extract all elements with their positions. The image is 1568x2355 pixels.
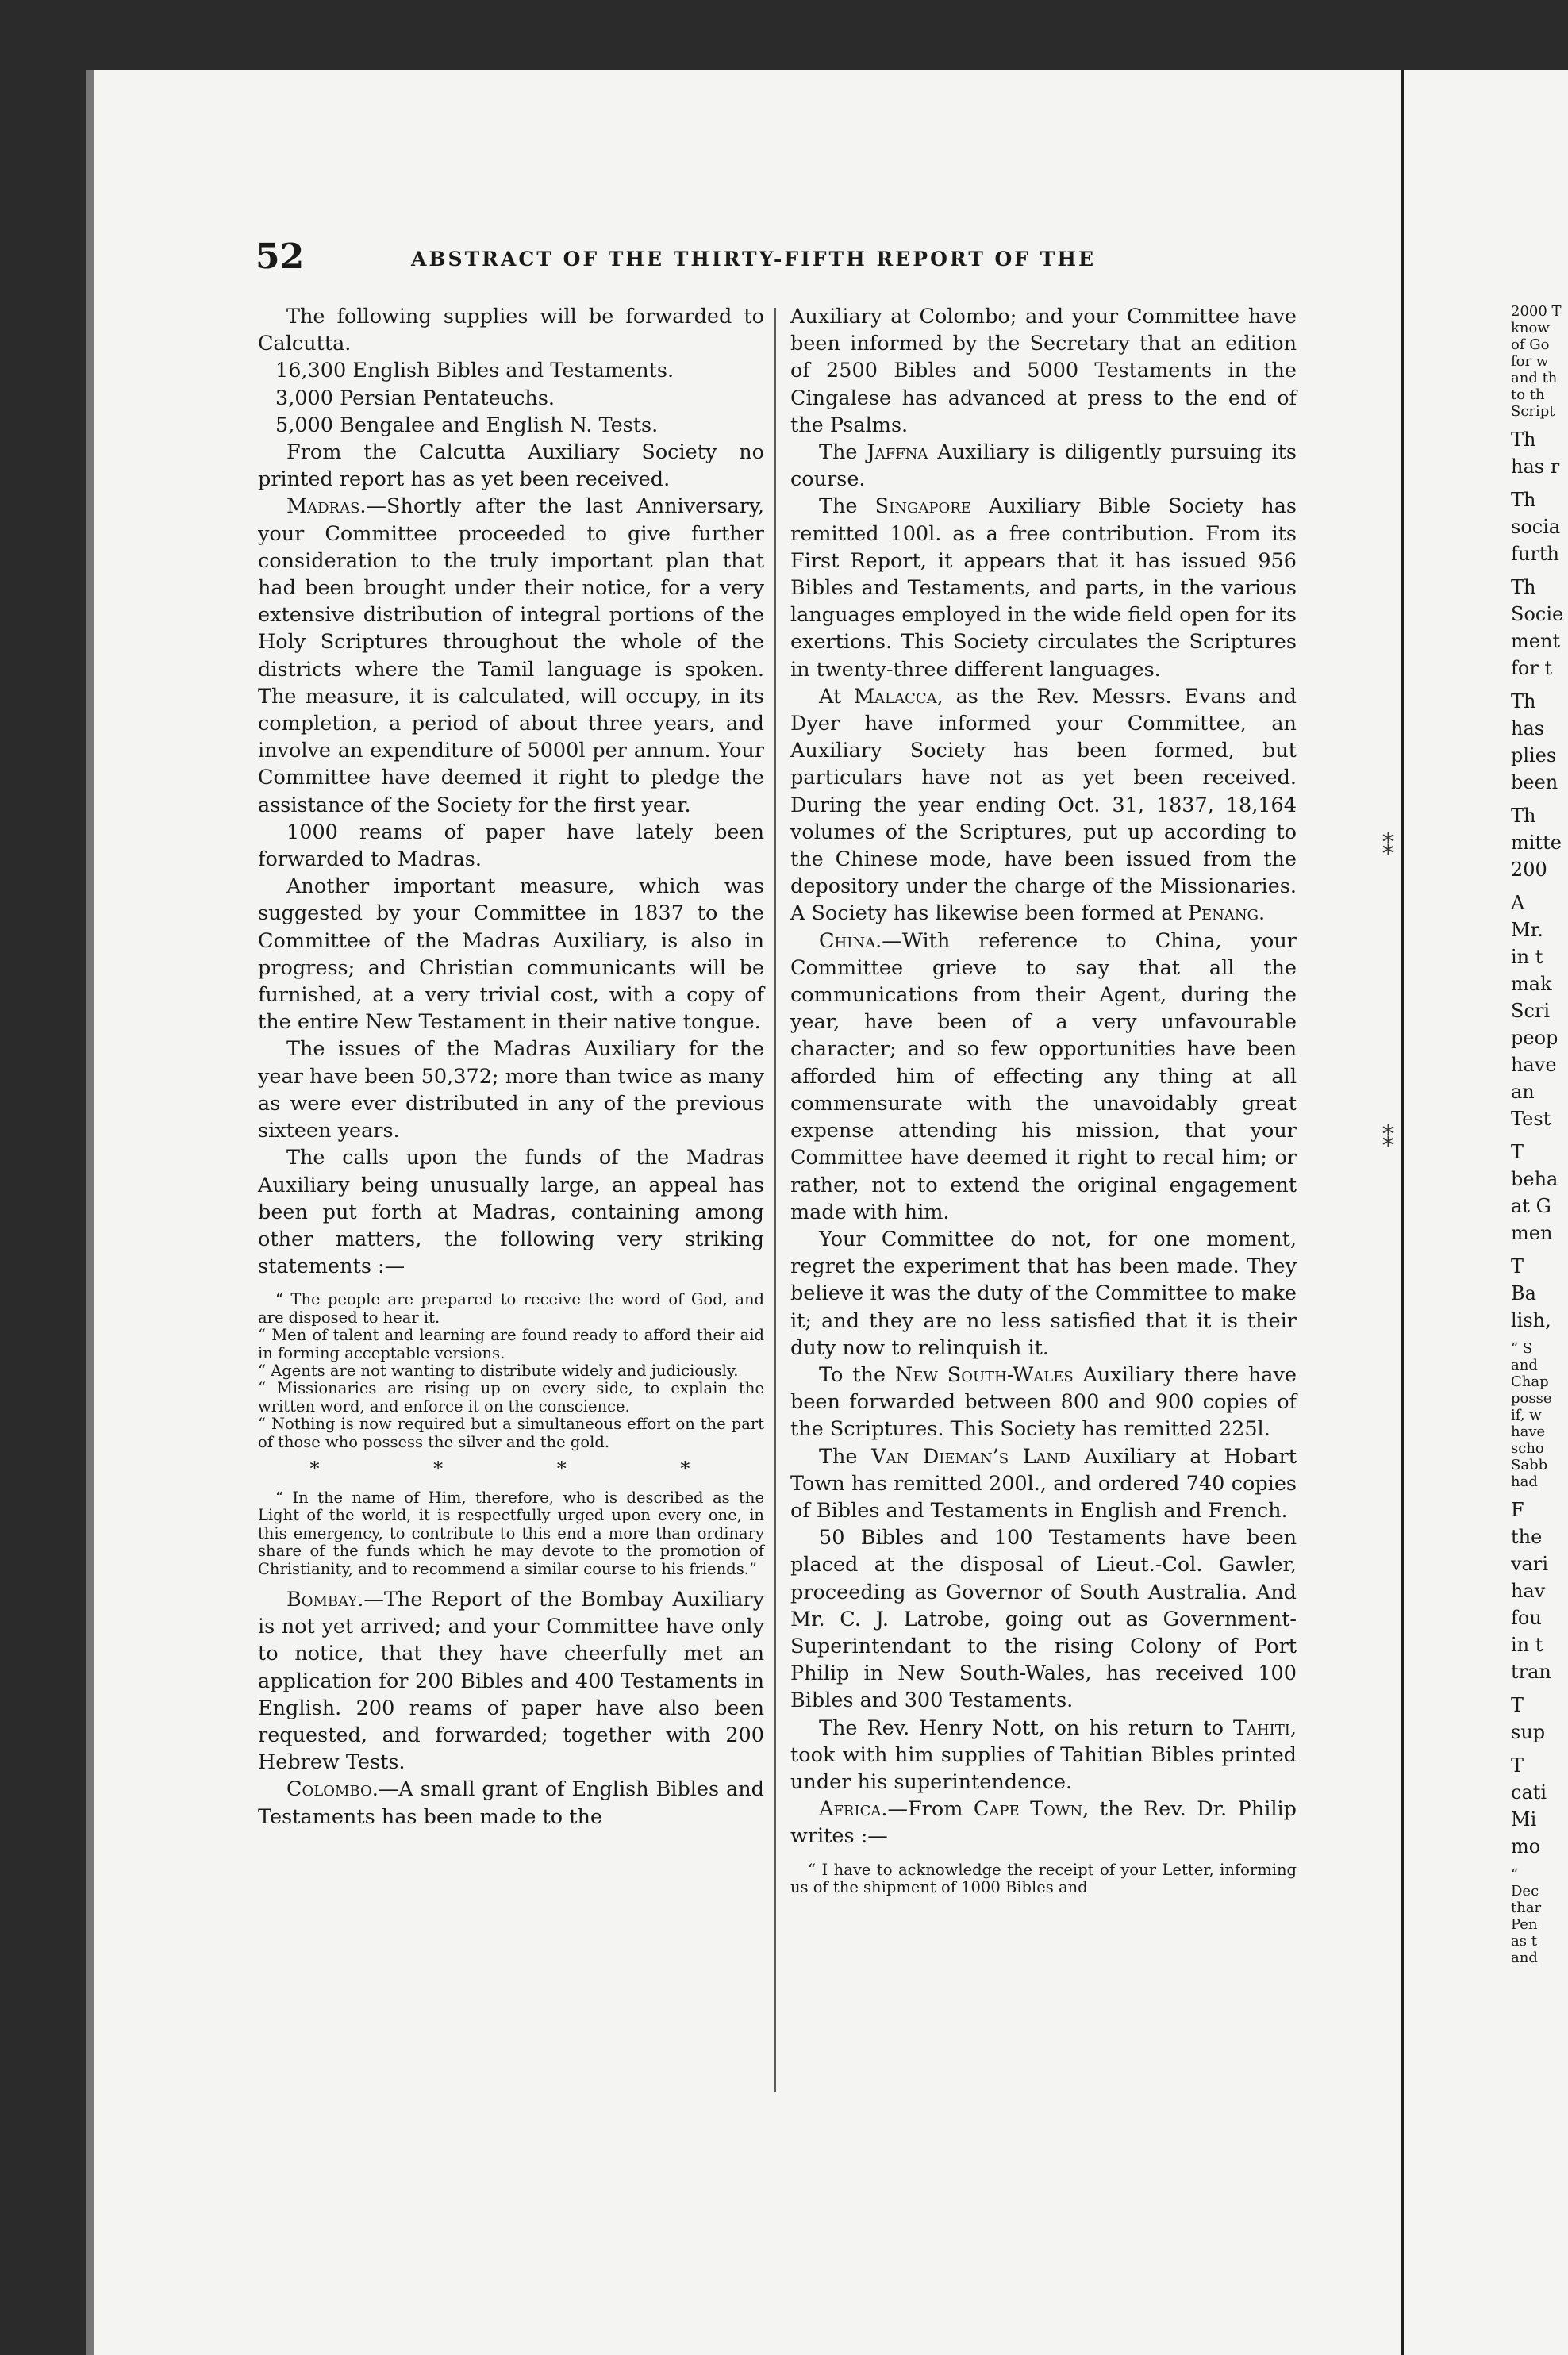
fragment-line: Ba bbox=[1511, 1282, 1536, 1304]
paragraph bbox=[790, 1226, 1297, 1362]
paragraph-text: The following supplies will be forwarded to Calcutta. bbox=[258, 305, 764, 356]
paragraph-text: , as the Rev. Messrs. Evans and Dyer have informed your Committee, an Auxiliary Society has been formed, but particulars have not as yet been received. During the year ending Oct. 31, 1837, 18,164 volumes of the Scriptures, put up according to the Chinese mode, have been issued from the depository under the charge of the Missionaries. A Society has likewise been formed at bbox=[790, 684, 1297, 926]
paragraph bbox=[790, 493, 1297, 682]
place-name: Cape Town bbox=[973, 1797, 1083, 1822]
supply-line: 3,000 Persian Pentateuchs. bbox=[275, 386, 555, 410]
fragment-line: and th bbox=[1511, 370, 1558, 386]
fragment-line: men bbox=[1511, 1222, 1553, 1244]
fragment-line: Mi bbox=[1511, 1808, 1537, 1831]
fragment-line: “ bbox=[1511, 1866, 1519, 1883]
fragment-line: Pen bbox=[1511, 1916, 1538, 1933]
section-heading: Africa. bbox=[819, 1797, 888, 1822]
paragraph-text: —A small grant of English Bibles and Testaments has been made to the bbox=[258, 1777, 764, 1829]
fragment-group bbox=[1511, 486, 1568, 567]
block-quote: “ In the name of Him, therefore, who is described as the Light of the world, it is respectfully urged upon every one, in this emergency, to contribute to this end a more than ordinary share of the funds which he may devote to the promotion of Christianity, and to recommend a similar course to his friends.” bbox=[258, 1488, 764, 1578]
fragment-line: Th bbox=[1511, 489, 1536, 511]
fragment-line: the bbox=[1511, 1526, 1543, 1548]
fragment-line: T bbox=[1511, 1141, 1524, 1163]
block-quote: “ The people are prepared to receive the word of God, and are disposed to hear it. “ Men of talent and learning are found ready to afford their aid in forming acceptable versions. “ Agents are not wanting to distribute widely and judiciously. “ Missionaries are rising up on every side, to explain the written word, and enforce it on the conscience. “ Nothing is now required but a simultaneous effort on the part of those who possess the silver and the gold. bbox=[258, 1290, 764, 1451]
fragment-group bbox=[1511, 426, 1568, 480]
paragraph-text: The bbox=[819, 1444, 872, 1469]
fragment-group bbox=[1511, 303, 1568, 420]
paragraph bbox=[790, 1715, 1297, 1796]
place-name: Penang bbox=[1187, 901, 1259, 926]
paragraph-text: Auxiliary at Hobart Town has remitted 200l., and ordered 740 copies of Bibles and Testaments in English and French. bbox=[790, 1444, 1297, 1523]
paragraph bbox=[258, 1035, 764, 1144]
fragment-line: cati bbox=[1511, 1781, 1547, 1804]
fragment-line: have bbox=[1511, 1423, 1546, 1440]
page-number: 52 bbox=[256, 236, 305, 277]
paragraph-text: The calls upon the funds of the Madras Auxiliary being unusually large, an appeal has been put forth at Madras, containing among other matters, the following very striking statements :— bbox=[258, 1146, 764, 1279]
paragraph-text: Auxiliary at Colombo; and your Committee have been informed by the Secretary that an edition of 2500 Bibles and 5000 Testaments in the Cingalese has advanced at press to the end of the Psalms. bbox=[790, 305, 1297, 437]
fragment-group bbox=[1511, 1139, 1568, 1247]
column-rule bbox=[774, 308, 776, 2092]
paragraph-text: To the bbox=[819, 1362, 895, 1387]
paragraph bbox=[790, 1443, 1297, 1525]
fragment-line: Sabb bbox=[1511, 1457, 1548, 1473]
right-column bbox=[790, 303, 1297, 1904]
supply-line: 16,300 English Bibles and Testaments. bbox=[275, 359, 674, 383]
paragraph bbox=[790, 683, 1297, 928]
binding-mark: ⁑ bbox=[1382, 833, 1394, 861]
section-heading: Van Dieman’s Land bbox=[871, 1444, 1070, 1469]
fragment-line: hav bbox=[1511, 1580, 1546, 1602]
paragraph bbox=[790, 439, 1297, 493]
paragraph bbox=[258, 493, 764, 818]
fragment-line: T bbox=[1511, 1694, 1524, 1716]
paragraph-text: 50 Bibles and 100 Testaments have been placed at the disposal of Lieut.-Col. Gawler, proceeding as Governor of South Australia. And Mr. C. J. Latrobe, going out as Government-Superintendant to the rising Colony of Port Philip in New South-Wales, has received 100 Bibles and 300 Testaments. bbox=[790, 1526, 1297, 1713]
fragment-line: plies bbox=[1511, 744, 1557, 766]
fragment-line: lish, bbox=[1511, 1309, 1551, 1331]
left-column bbox=[258, 303, 764, 1831]
section-heading: Colombo. bbox=[286, 1777, 379, 1802]
fragment-line: Dec bbox=[1511, 1883, 1539, 1900]
fragment-line: been bbox=[1511, 771, 1558, 793]
paragraph-text: The bbox=[819, 494, 875, 519]
fragment-line: Test bbox=[1511, 1108, 1551, 1130]
fragment-line: fou bbox=[1511, 1607, 1542, 1629]
paragraph-text: At bbox=[819, 684, 855, 709]
paragraph-text: Auxiliary Bible Society has remitted 100l. as a free contribution. From its First Report, it appears that it has issued 956 Bibles and Testaments, and parts, in the various languages employed in the wide field open for its exertions. This Society circulates the Scriptures in twenty-three different languages. bbox=[790, 494, 1297, 682]
fragment-line: and bbox=[1511, 1950, 1538, 1966]
fragment-line: as t bbox=[1511, 1933, 1537, 1950]
fragment-line: Script bbox=[1511, 403, 1555, 420]
paragraph-text: —With reference to China, your Committee grieve to say that all the communications from their Agent, during the year, have been of a very unfavourable character; and so few opportunities have been afforded him of effecting any thing at all commensurate with the unavoidably great expense attending his mission, that your Committee have deemed it right to recal him; or rather, not to extend the original engagement made with him. bbox=[790, 928, 1297, 1224]
paragraph-text: 1000 reams of paper have lately been forwarded to Madras. bbox=[258, 820, 764, 872]
fragment-line: Th bbox=[1511, 428, 1536, 451]
fragment-line: Th bbox=[1511, 805, 1536, 827]
fragment-line: vari bbox=[1511, 1553, 1549, 1575]
ellipsis-stars: * * * * bbox=[309, 1457, 744, 1480]
paragraph-text: —From bbox=[887, 1797, 974, 1822]
fragment-line: Scri bbox=[1511, 1000, 1551, 1022]
paragraph bbox=[258, 439, 764, 493]
fragment-line: for t bbox=[1511, 657, 1553, 679]
fragment-line: T bbox=[1511, 1255, 1524, 1277]
fragment-line: 200 bbox=[1511, 859, 1547, 881]
fragment-line: sup bbox=[1511, 1721, 1546, 1743]
paragraph-text: —The Report of the Bombay Auxiliary is not yet arrived; and your Committee have only to notice, that they have cheerfully met an application for 200 Bibles and 400 Testaments in English. 200 reams of paper have also been requested, and forwarded; together with 200 Hebrew Tests. bbox=[258, 1588, 764, 1775]
fragment-line: to th bbox=[1511, 386, 1545, 403]
fragment-line: posse bbox=[1511, 1390, 1552, 1407]
fragment-group bbox=[1511, 1496, 1568, 1685]
fragment-line: know bbox=[1511, 320, 1550, 336]
fragment-line: socia bbox=[1511, 516, 1561, 538]
fragment-line: peop bbox=[1511, 1027, 1558, 1049]
section-heading: Jaffna bbox=[867, 440, 928, 465]
paragraph-text: Auxiliary there have been forwarded between 800 and 900 copies of the Scriptures. This Society has remitted 225l. bbox=[790, 1362, 1297, 1442]
section-heading: Malacca bbox=[854, 684, 937, 709]
fragment-line: scho bbox=[1511, 1440, 1544, 1457]
block-quote: “ I have to acknowledge the receipt of your Letter, informing us of the shipment of 1000 Bibles and bbox=[790, 1860, 1297, 1896]
paragraph-text: Another important measure, which was suggested by your Committee in 1837 to the Committee of the Madras Auxiliary, is also in progress; and Christian communicants will be furnished, at a very trivial cost, with a copy of the entire New Testament in their native tongue. bbox=[258, 874, 764, 1035]
paragraph bbox=[258, 1144, 764, 1280]
paragraph-text: Your Committee do not, for one moment, regret the experiment that has been made. They believe it was the duty of the Committee to make it; and they are no less satisfied that it is their duty now to relinquish it. bbox=[790, 1227, 1297, 1360]
fragment-line: thar bbox=[1511, 1900, 1542, 1916]
paragraph bbox=[258, 873, 764, 1035]
paragraph-text: —Shortly after the last Anniversary, your Committee proceeded to give further consideration to the truly important plan that had been brought under their notice, for a very extensive distribution of integral portions of the Holy Scriptures throughout the whole of the districts where the Tamil language is spoken. The measure, it is calculated, will occupy, in its completion, a period of about three years, and involve an expenditure of 5000l per annum. Your Committee have deemed it right to pledge the assistance of the Society for the first year. bbox=[258, 494, 764, 817]
fragment-line: at G bbox=[1511, 1195, 1551, 1217]
paragraph-text: , the Rev. Dr. Philip writes :— bbox=[790, 1797, 1297, 1849]
fragment-line: F bbox=[1511, 1499, 1524, 1521]
paragraph-text: , took with him supplies of Tahitian Bibles printed under his superintendence. bbox=[790, 1715, 1297, 1794]
fragment-group bbox=[1511, 1692, 1568, 1746]
fragment-line: has r bbox=[1511, 455, 1560, 478]
facing-page-fragment bbox=[1511, 303, 1568, 1973]
fragment-group bbox=[1511, 1253, 1568, 1334]
section-heading: Tahiti bbox=[1232, 1715, 1290, 1740]
fragment-line: mo bbox=[1511, 1835, 1541, 1857]
paragraph bbox=[790, 928, 1297, 1226]
paragraph bbox=[790, 1524, 1297, 1714]
fragment-line: in t bbox=[1511, 946, 1543, 968]
supply-line: 5,000 Bengalee and English N. Tests. bbox=[275, 413, 659, 437]
fragment-line: “ S bbox=[1511, 1340, 1533, 1357]
paragraph bbox=[258, 1776, 764, 1830]
fragment-line: and bbox=[1511, 1357, 1538, 1373]
fragment-line: mak bbox=[1511, 973, 1552, 995]
running-title: ABSTRACT OF THE THIRTY-FIFTH REPORT OF THE bbox=[411, 248, 1097, 271]
section-heading: Bombay. bbox=[286, 1588, 364, 1612]
fragment-group bbox=[1511, 574, 1568, 682]
fragment-line: have bbox=[1511, 1054, 1557, 1076]
fragment-line: an bbox=[1511, 1081, 1535, 1103]
fragment-line: in t bbox=[1511, 1634, 1543, 1656]
paragraph bbox=[790, 303, 1297, 439]
paragraph-text: From the Calcutta Auxiliary Society no printed report has as yet been received. bbox=[258, 440, 764, 492]
fragment-group bbox=[1511, 688, 1568, 796]
binding-mark: ⁑ bbox=[1382, 1125, 1394, 1153]
fragment-line: of Go bbox=[1511, 336, 1550, 353]
fragment-line: Socie bbox=[1511, 603, 1564, 625]
fragment-line: 2000 T bbox=[1511, 303, 1562, 320]
fragment-line: had bbox=[1511, 1473, 1538, 1490]
section-heading: China. bbox=[819, 928, 882, 953]
paragraph bbox=[258, 303, 764, 357]
fragment-line: beha bbox=[1511, 1168, 1558, 1190]
section-heading: New South-Wales bbox=[894, 1362, 1074, 1387]
paragraph-text: Auxiliary is diligently pursuing its course. bbox=[790, 440, 1297, 492]
page-header bbox=[256, 236, 1176, 284]
fragment-group bbox=[1511, 1752, 1568, 1860]
fragment-line: furth bbox=[1511, 543, 1559, 565]
fragment-group bbox=[1511, 889, 1568, 1132]
paragraph-text: The bbox=[819, 440, 867, 465]
paragraph-text: . bbox=[1259, 901, 1266, 926]
paragraph-text: The Rev. Henry Nott, on his return to bbox=[819, 1715, 1233, 1740]
fragment-line: A bbox=[1511, 892, 1525, 914]
fragment-line: Mr. bbox=[1511, 919, 1544, 941]
fragment-line: has bbox=[1511, 717, 1545, 740]
paragraph bbox=[258, 1586, 764, 1776]
fragment-line: ment bbox=[1511, 630, 1561, 652]
fragment-line: if, w bbox=[1511, 1407, 1542, 1423]
fragment-line: for w bbox=[1511, 353, 1549, 370]
fragment-group bbox=[1511, 1340, 1568, 1490]
fragment-line: Th bbox=[1511, 690, 1536, 713]
fragment-line: T bbox=[1511, 1754, 1524, 1777]
fragment-line: tran bbox=[1511, 1661, 1551, 1683]
fragment-group bbox=[1511, 1866, 1568, 1966]
fragment-group bbox=[1511, 802, 1568, 883]
section-heading: Madras. bbox=[286, 494, 367, 519]
paragraph bbox=[258, 819, 764, 873]
page-gutter bbox=[1401, 70, 1404, 2355]
page-edge bbox=[86, 70, 94, 2355]
section-heading: Singapore bbox=[874, 494, 971, 519]
paragraph bbox=[790, 1362, 1297, 1443]
fragment-line: Th bbox=[1511, 576, 1536, 598]
paragraph bbox=[790, 1796, 1297, 1850]
fragment-line: mitte bbox=[1511, 832, 1562, 854]
paragraph-text: The issues of the Madras Auxiliary for the year have been 50,372; more than twice as many as were ever distributed in any of the previous sixteen years. bbox=[258, 1037, 764, 1143]
fragment-line: Chap bbox=[1511, 1373, 1549, 1390]
